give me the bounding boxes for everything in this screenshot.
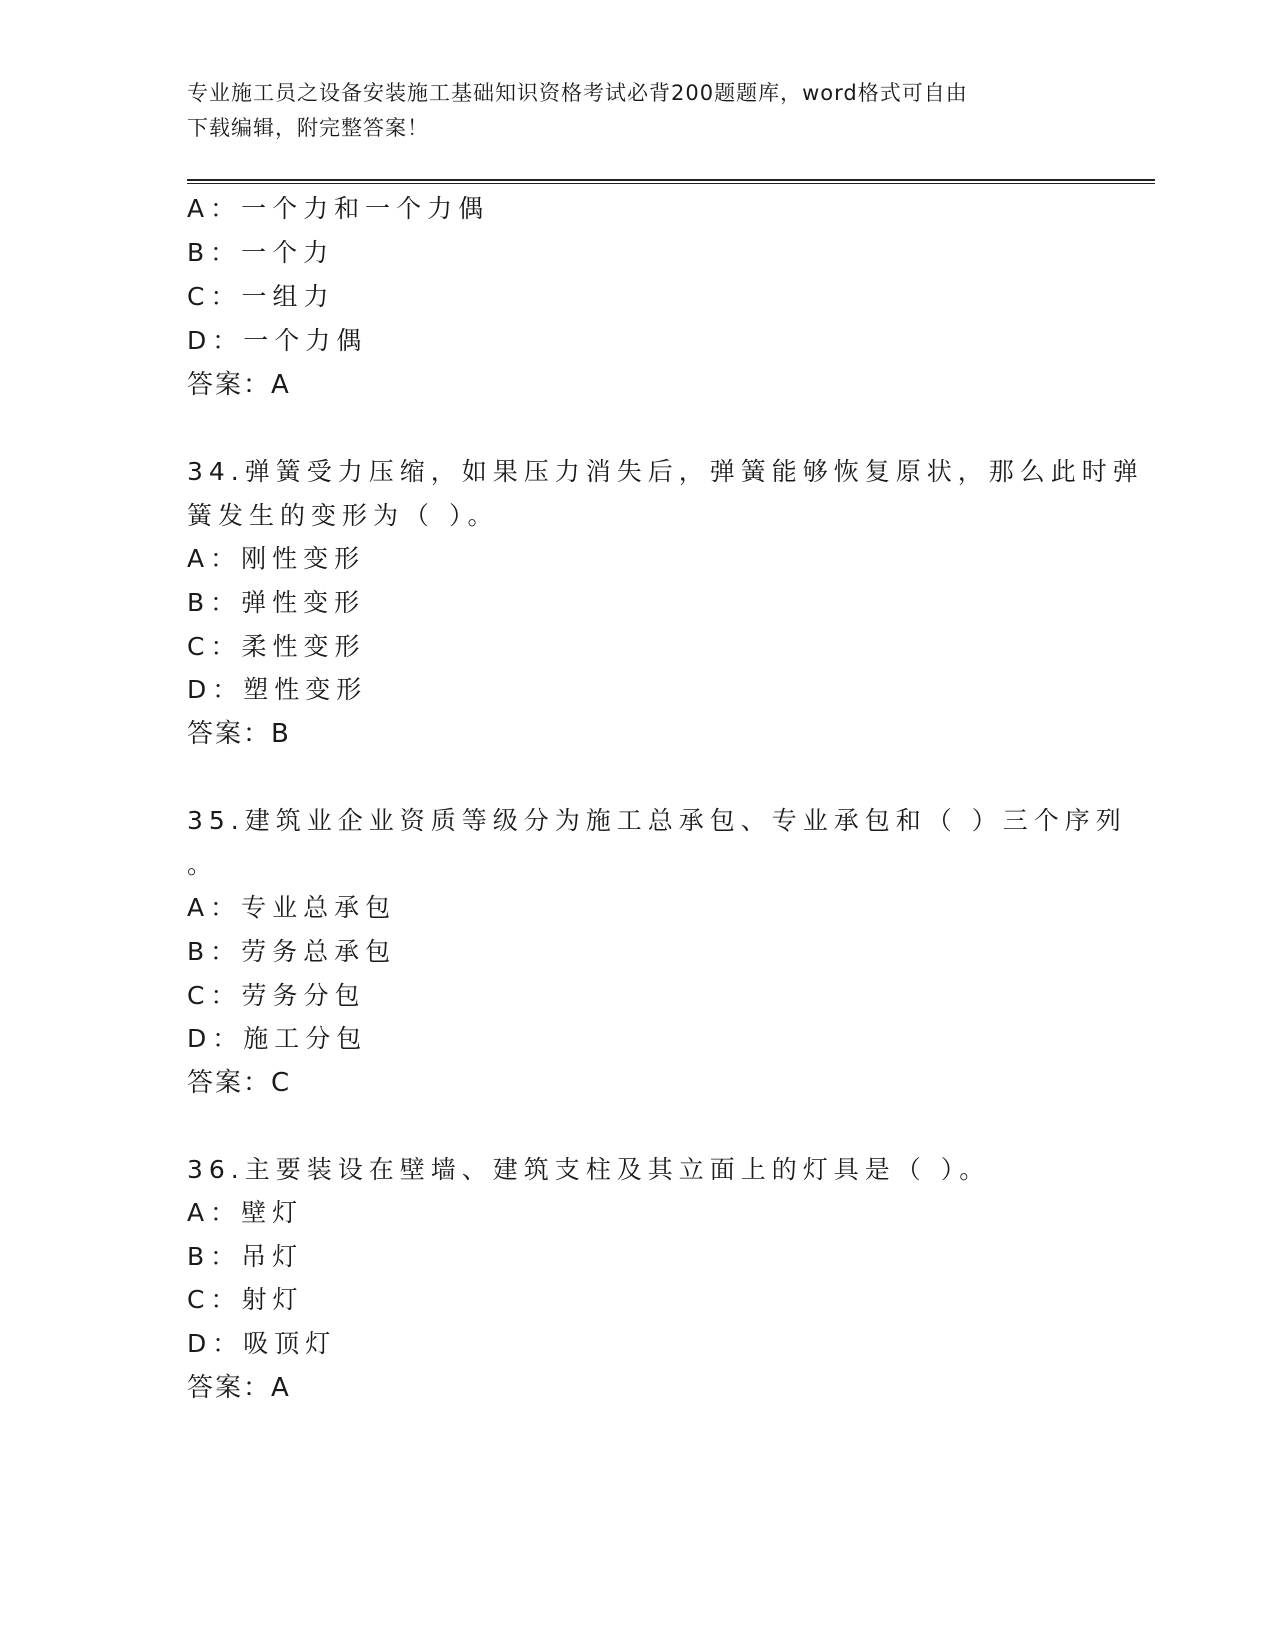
q35-stem-line-2: 。 xyxy=(187,850,219,879)
header-line-1: 专业施工员之设备安装施工基础知识资格考试必背200题题库，word格式可自由 xyxy=(187,81,968,105)
q36-option-b: B：吊灯 xyxy=(187,1242,304,1271)
header-divider-thick xyxy=(187,179,1155,181)
header-divider-thin xyxy=(187,183,1155,184)
q33-answer: 答案：A xyxy=(187,370,291,400)
q36-answer: 答案：A xyxy=(187,1373,291,1403)
q34-option-a: A：刚性变形 xyxy=(187,544,366,573)
q36-option-c: C：射灯 xyxy=(187,1285,304,1314)
q33-option-c: C：一组力 xyxy=(187,282,335,311)
q33-option-d: D：一个力偶 xyxy=(187,326,368,355)
document-header xyxy=(187,76,1087,146)
q35-option-c: C：劳务分包 xyxy=(187,981,366,1010)
q34-option-c: C：柔性变形 xyxy=(187,632,366,661)
q36-option-a: A：壁灯 xyxy=(187,1198,304,1227)
q34-option-b: B：弹性变形 xyxy=(187,588,366,617)
q36-stem-line-1: 36.主要装设在壁墙、建筑支柱及其立面上的灯具是（ ）。 xyxy=(187,1155,991,1184)
q35-stem-line-1: 35.建筑业企业资质等级分为施工总承包、专业承包和（ ）三个序列 xyxy=(187,806,1127,835)
q34-stem-line-2: 簧发生的变形为（ ）。 xyxy=(187,501,499,530)
q35-answer: 答案：C xyxy=(187,1068,292,1098)
q34-answer: 答案：B xyxy=(187,719,291,749)
header-line-2: 下载编辑，附完整答案！ xyxy=(187,116,429,140)
q35-option-a: A：专业总承包 xyxy=(187,893,397,922)
q35-option-d: D：施工分包 xyxy=(187,1024,368,1053)
q35-option-b: B：劳务总承包 xyxy=(187,937,397,966)
q34-option-d: D：塑性变形 xyxy=(187,675,368,704)
q33-option-a: A：一个力和一个力偶 xyxy=(187,194,490,223)
q33-option-b: B：一个力 xyxy=(187,238,335,267)
q34-stem-line-1: 34.弹簧受力压缩，如果压力消失后，弹簧能够恢复原状，那么此时弹 xyxy=(187,457,1144,486)
q36-option-d: D：吸顶灯 xyxy=(187,1329,337,1358)
